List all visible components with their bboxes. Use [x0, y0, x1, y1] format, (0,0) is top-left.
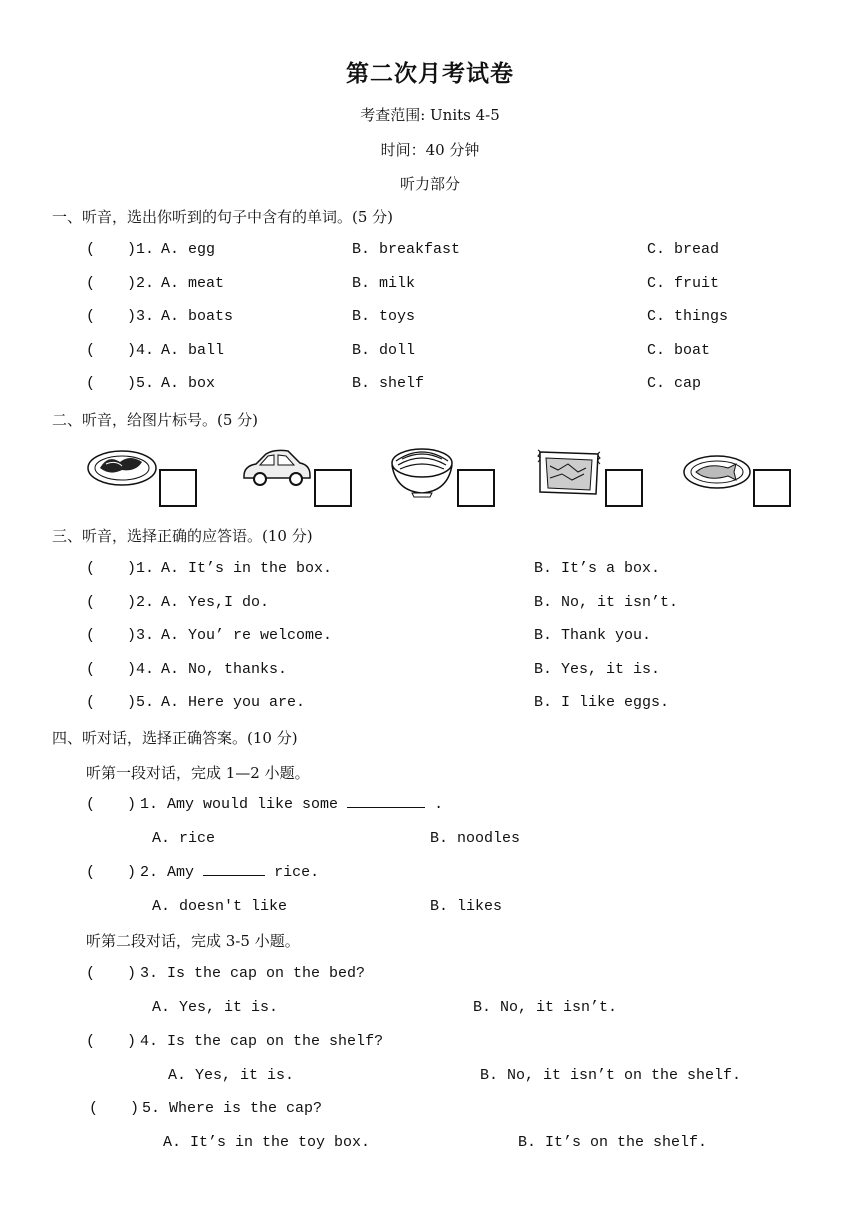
s1-q2-number: 2. — [136, 274, 155, 292]
picture4-answer-box[interactable] — [605, 469, 643, 507]
s3-q3-option-a: A. You’ re welcome. — [161, 627, 333, 645]
s1-q1-option-c: C. bread — [647, 241, 720, 258]
s1-q2-option-a: A. meat — [161, 274, 225, 292]
s4-q5-option-a: A. It’s in the toy box. — [163, 1134, 371, 1151]
s4-q2-option-b: B. likes — [430, 898, 503, 915]
s4-q3-stem: 3. Is the cap on the bed? — [140, 965, 366, 982]
fill-blank[interactable] — [203, 875, 265, 876]
s4-q4-bracket[interactable]: ( ) — [86, 1033, 137, 1050]
s4-q4-stem: 4. Is the cap on the shelf? — [140, 1033, 384, 1050]
s3-q3-number: 3. — [136, 627, 155, 645]
s1-q1-bracket[interactable]: ( ) — [86, 241, 137, 258]
s1-q2-option-b: B. milk — [352, 274, 416, 292]
s1-q2-option-c: C. fruit — [647, 274, 720, 292]
s3-q4-bracket[interactable]: ( ) — [86, 660, 137, 678]
s4-q2-stem: 2. Amy rice. — [140, 864, 320, 881]
car-icon — [240, 446, 314, 488]
s4-q3-bracket[interactable]: ( ) — [86, 965, 137, 982]
picture5-answer-box[interactable] — [753, 469, 791, 507]
s1-q4-option-b: B. doll — [352, 341, 416, 359]
bag-of-bread-icon — [536, 446, 606, 498]
s3-q1-option-b: B. It’s a box. — [534, 560, 661, 577]
exam-scope: 考查范围: Units 4-5 — [360, 106, 500, 124]
s3-q5-option-b: B. I like eggs. — [534, 694, 670, 712]
s4-q5-bracket[interactable]: ( ) — [89, 1100, 140, 1117]
s3-q2-number: 2. — [136, 593, 155, 611]
s1-q3-number: 3. — [136, 308, 155, 326]
part-title: 听力部分 — [399, 175, 460, 193]
s4-q4-option-a: A. Yes, it is. — [168, 1067, 295, 1084]
s1-q4-option-a: A. ball — [161, 341, 225, 359]
section4-heading: 四、听对话，选择正确答案。(10 分) — [52, 729, 298, 747]
s4-q1-bracket[interactable]: ( ) — [86, 796, 137, 813]
s3-q3-bracket[interactable]: ( ) — [86, 627, 137, 645]
s3-q5-number: 5. — [136, 694, 155, 712]
s4-q3-option-a: A. Yes, it is. — [152, 999, 279, 1016]
s1-q1-option-b: B. breakfast — [352, 241, 461, 258]
section1-heading: 一、听音，选出你听到的句子中含有的单词。(5 分) — [52, 208, 394, 226]
bowl-of-noodles-icon — [390, 443, 454, 499]
s1-q5-bracket[interactable]: ( ) — [86, 375, 137, 393]
s3-q5-option-a: A. Here you are. — [161, 694, 306, 712]
s3-q3-option-b: B. Thank you. — [534, 627, 652, 645]
s3-q2-option-a: A. Yes,I do. — [161, 593, 270, 611]
s1-q5-option-b: B. shelf — [352, 375, 425, 393]
s1-q5-option-c: C. cap — [647, 375, 702, 393]
exam-time: 时间：40 分钟 — [380, 141, 480, 159]
s1-q1-option-a: A. egg — [161, 241, 216, 258]
section2-heading: 二、听音，给图片标号。(5 分) — [52, 411, 259, 429]
s4-q1-option-a: A. rice — [152, 830, 216, 847]
plate-of-fish-icon — [682, 452, 752, 492]
s3-q1-option-a: A. It’s in the box. — [161, 560, 333, 577]
plate-of-food-icon — [86, 446, 158, 488]
s1-q2-bracket[interactable]: ( ) — [86, 274, 137, 292]
dialog1-instruction: 听第一段对话，完成 1—2 小题。 — [86, 764, 310, 782]
s3-q4-number: 4. — [136, 660, 155, 678]
s3-q2-bracket[interactable]: ( ) — [86, 593, 137, 611]
s4-q2-bracket[interactable]: ( ) — [86, 864, 137, 881]
s1-q4-option-c: C. boat — [647, 341, 711, 359]
s1-q4-number: 4. — [136, 341, 155, 359]
picture2-answer-box[interactable] — [314, 469, 352, 507]
s1-q3-option-b: B. toys — [352, 308, 416, 326]
s1-q5-number: 5. — [136, 375, 155, 393]
page-title: 第二次月考试卷 — [346, 60, 514, 87]
s1-q3-option-c: C. things — [647, 308, 729, 326]
s1-q5-option-a: A. box — [161, 375, 216, 393]
s4-q4-option-b: B. No, it isn’t on the shelf. — [480, 1067, 742, 1084]
s1-q3-bracket[interactable]: ( ) — [86, 308, 137, 326]
section3-heading: 三、听音，选择正确的应答语。(10 分) — [52, 527, 313, 545]
s4-q5-stem: 5. Where is the cap? — [142, 1100, 323, 1117]
s1-q4-bracket[interactable]: ( ) — [86, 341, 137, 359]
s4-q3-option-b: B. No, it isn’t. — [473, 999, 618, 1016]
s3-q4-option-a: A. No, thanks. — [161, 660, 288, 678]
picture3-answer-box[interactable] — [457, 469, 495, 507]
s3-q2-option-b: B. No, it isn’t. — [534, 593, 679, 611]
s1-q1-number: 1. — [136, 241, 155, 258]
s3-q1-number: 1. — [136, 560, 155, 577]
s4-q5-option-b: B. It’s on the shelf. — [518, 1134, 708, 1151]
s4-q1-stem: 1. Amy would like some . — [140, 796, 444, 813]
s4-q2-option-a: A. doesn't like — [152, 898, 288, 915]
dialog2-instruction: 听第二段对话，完成 3-5 小题。 — [86, 932, 300, 950]
picture1-answer-box[interactable] — [159, 469, 197, 507]
s3-q5-bracket[interactable]: ( ) — [86, 694, 137, 712]
s4-q1-option-b: B. noodles — [430, 830, 521, 847]
fill-blank[interactable] — [347, 807, 425, 808]
s3-q4-option-b: B. Yes, it is. — [534, 660, 661, 678]
s1-q3-option-a: A. boats — [161, 308, 234, 326]
s3-q1-bracket[interactable]: ( ) — [86, 560, 137, 577]
